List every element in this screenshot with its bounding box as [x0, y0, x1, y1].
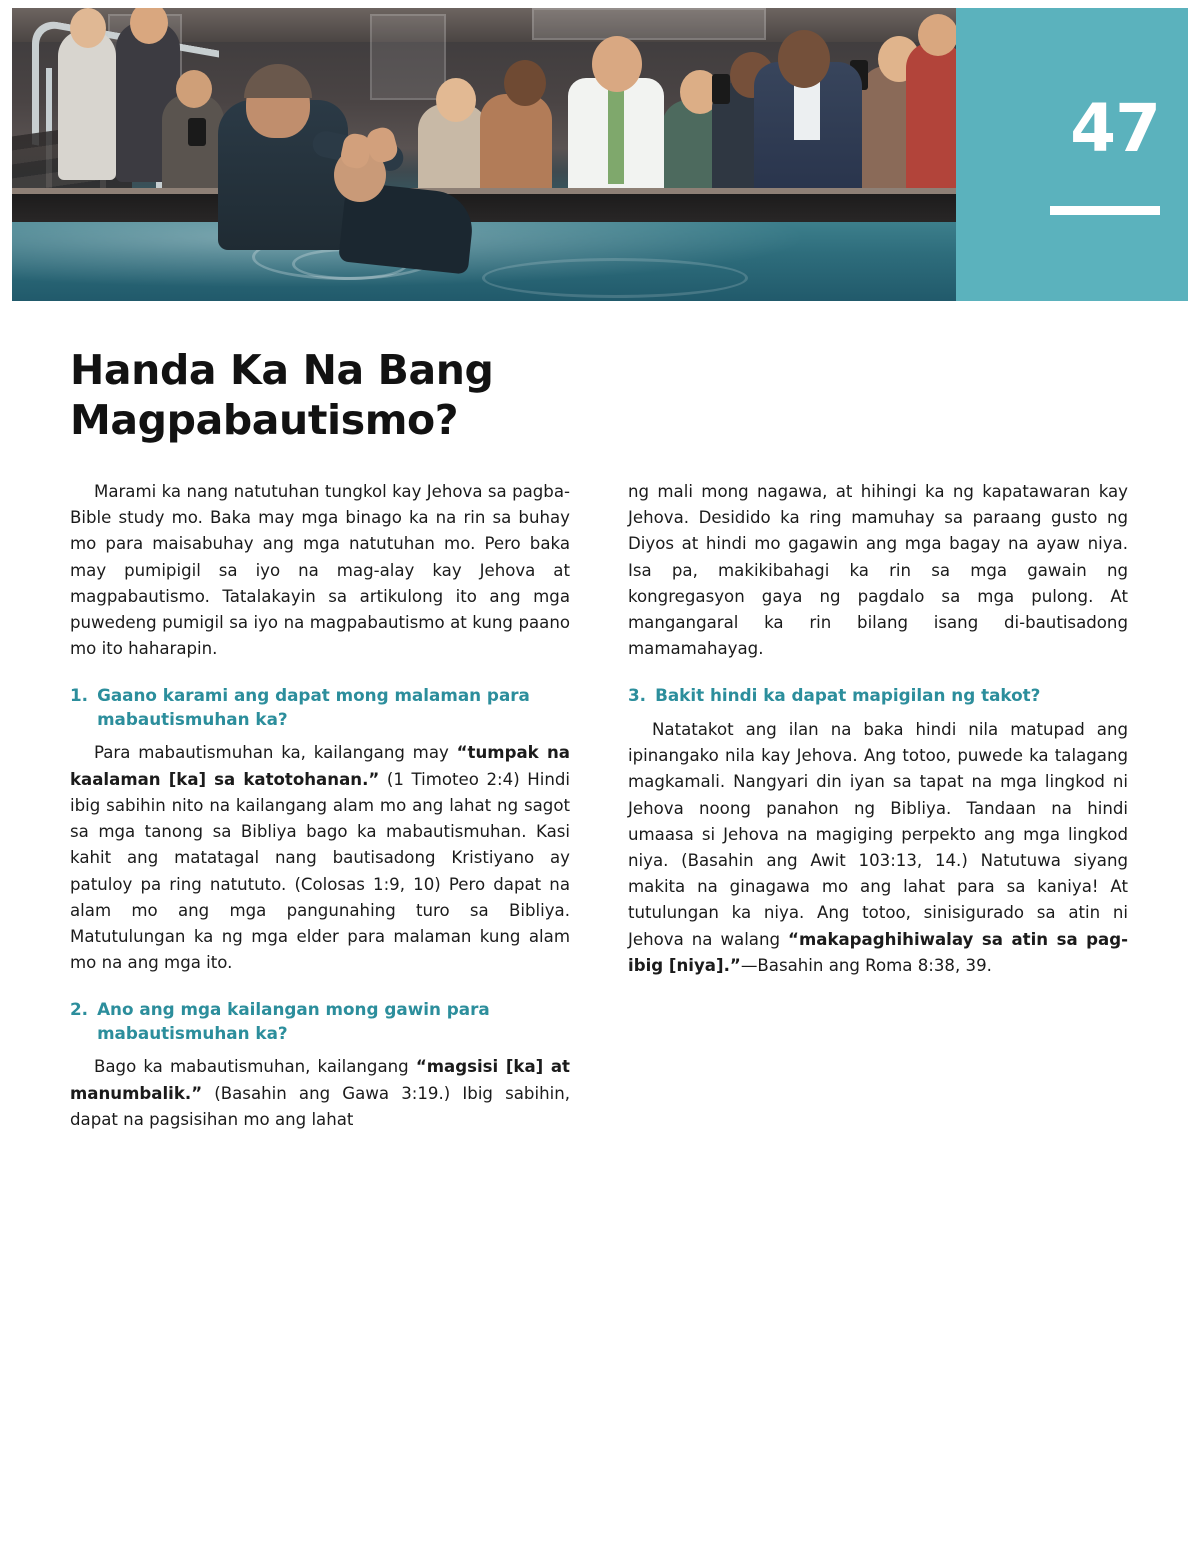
water-ripple [482, 258, 748, 298]
crowd-head [70, 8, 106, 48]
answer-quote: “tumpak na kaalaman [ka] sa katotohanan.” [70, 743, 570, 789]
crowd-head [504, 60, 546, 106]
answer-quote: “magsisi [ka] at manumbalik.” [70, 1057, 570, 1103]
answer-part: Bago ka mabautismuhan, kailangang [94, 1057, 416, 1077]
question-number: 2. [70, 999, 89, 1020]
question-text: Gaano karami ang dapat mong malaman para mabautismuhan ka? [97, 685, 530, 729]
question-text: Ano ang mga kailangan mong gawin para mabautismuhan ka? [97, 999, 490, 1043]
baptism-photo [12, 8, 956, 301]
intro-paragraph: Marami ka nang natutuhan tungkol kay Jehova sa pagba-Bible study mo. Baka may mga binago ka na rin sa buhay mo para maisabuhay ang mga natutuhan mo. Pero baka may pumipigil sa iyo na mag-alay kay Jehova at magpabautismo. Tatalakayin sa artikulong ito ang mga puwedeng pumigil sa iyo na magpabautismo at kung paano mo ito haharapin. [70, 482, 570, 659]
crowd-person [58, 30, 116, 180]
answer-3 [628, 717, 1128, 979]
crowd-head [436, 78, 476, 122]
answer-part: (1 Timoteo 2:4) Hindi ibig sabihin nito na kailangang alam mo ang lahat ng sagot sa mga tanong sa Bibliya bago ka mabautismuhan. Kasi kahit ang matatagal nang bautisadong Kristiyano ay patuloy pa ring natututo. (Colosas 1:9, 10) Pero dapat na alam mo ang mga pangunahing turo sa Bibliya. Matutulungan ka ng mga elder para malaman kung alam mo na ang mga ito. [70, 769, 570, 973]
speaker-tie [608, 90, 624, 184]
question-block-3 [628, 684, 1128, 979]
wall-panel [532, 8, 766, 40]
intro-paragraph-continued: ng mali mong nagawa, at hihingi ka ng kapatawaran kay Jehova. Desidido ka ring mamuhay sa paraang gusto ng Diyos at hindi mo gagawin ang mga bagay na ayaw niya. Isa pa, makikibahagi ka rin sa mga gawain ng kongregasyon gaya ng pagdalo sa mga pulong. At mangangaral ka rin bilang isang di-bautisadong mamamahayag. [628, 482, 1128, 659]
question-number: 3. [628, 685, 647, 706]
article-columns [70, 479, 1135, 1133]
article [70, 345, 1135, 1133]
crowd-person [906, 42, 956, 202]
wall-panel [370, 14, 446, 100]
question-block-2 [70, 998, 570, 1133]
page-number-panel [956, 8, 1188, 301]
answer-part: Natatakot ang ilan na baka hindi nila matupad ang ipinangako nila kay Jehova. Ang totoo, puwede ka talagang magkamali. Nangyari din iyan sa tapat na mga lingkod ni Jehova noong panahon ng Bibliya. Tandaan na hindi umaasa si Jehova na magiging perpekto ang mga lingkod niya. (Basahin ang Awit 103:13, 14.) Natutuwa siyang makita na ginagawa mo ang lahat para sa kaniya! At tutulungan ka niya. Ang totoo, sinisigurado sa atin ni Jehova na walang [628, 719, 1128, 949]
page-title: Handa Ka Na Bang Magpabautismo? [70, 346, 494, 445]
column-left [70, 479, 570, 1133]
question-heading-2 [70, 998, 570, 1045]
page-header [12, 8, 1188, 301]
question-block-1 [70, 684, 570, 976]
question-number: 1. [70, 685, 89, 706]
crowd-head [918, 14, 956, 56]
baptismal-water [12, 222, 956, 301]
speaker-head [592, 36, 642, 92]
answer-part: —Basahin ang Roma 8:38, 39. [740, 955, 992, 975]
answer-part: (Basahin ang Gawa 3:19.) Ibig sabihin, dapat na pagsisihan mo ang lahat [70, 1083, 570, 1129]
phone-icon [712, 74, 730, 104]
question-text: Bakit hindi ka dapat mapigilan ng takot? [655, 685, 1041, 706]
phone-icon [188, 118, 206, 146]
column-right [628, 479, 1128, 1133]
attendant-head [778, 30, 830, 88]
answer-quote: “makapaghihiwalay sa atin sa pag-ibig [niya].” [628, 929, 1129, 975]
question-heading-3 [628, 684, 1128, 708]
attendant-shirt [794, 82, 820, 140]
answer-1 [70, 740, 570, 976]
crowd-head [176, 70, 212, 108]
page-number: 47 [1070, 90, 1160, 167]
question-heading-1 [70, 684, 570, 731]
page-number-underline [1050, 206, 1160, 215]
answer-2 [70, 1054, 570, 1133]
answer-part: Para mabautismuhan ka, kailangang may [94, 743, 457, 763]
